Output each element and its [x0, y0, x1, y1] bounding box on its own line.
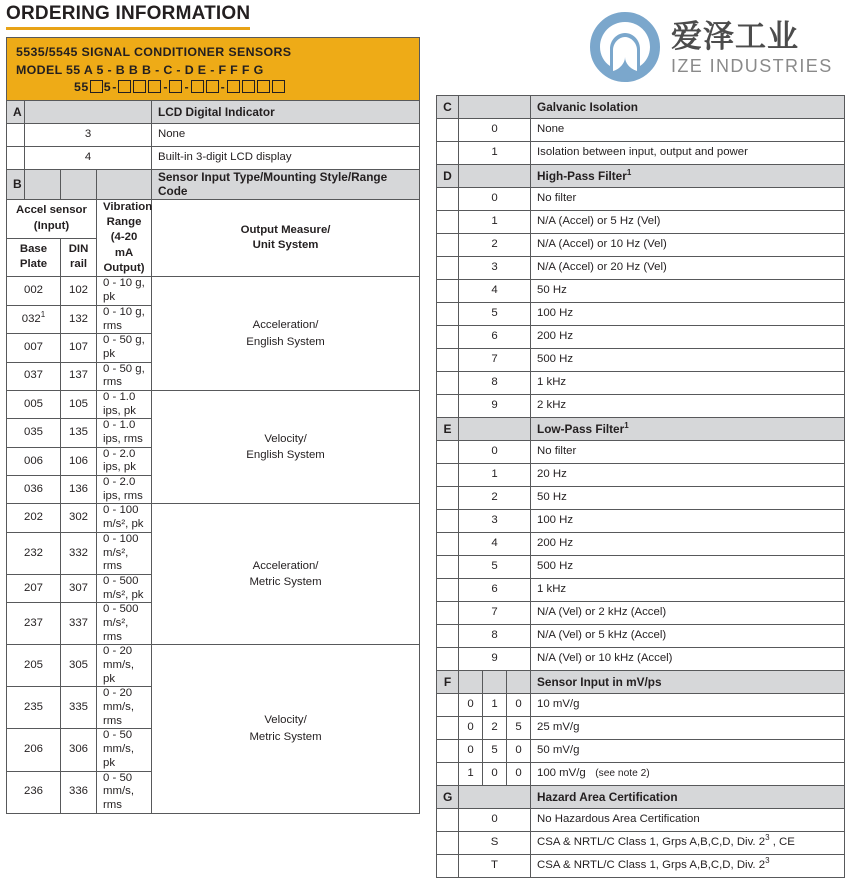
section-f-header-spacer-1 — [459, 671, 483, 694]
section-e-desc-6: 1 kHz — [531, 579, 845, 602]
section-d-desc-9: 2 kHz — [531, 395, 845, 418]
table-row — [437, 303, 845, 326]
table-row — [437, 533, 845, 556]
row-spacer — [437, 625, 459, 648]
section-f-d1-0: 0 — [459, 694, 483, 717]
section-f-d2-3: 0 — [483, 763, 507, 786]
section-b-title: Sensor Input Type/Mounting Style/Range Code — [152, 170, 420, 199]
section-g-header-spacer — [459, 786, 531, 809]
b-range-3-3: 0 - 50 mm/s, rms — [97, 771, 152, 813]
section-c-header-row — [437, 96, 845, 119]
section-d-code-3: 3 — [459, 257, 531, 280]
logo-chinese-name: 爱泽工业 — [671, 19, 799, 54]
section-a-code-0: 3 — [25, 124, 152, 147]
b-base-2-0: 202 — [7, 504, 61, 532]
section-e-code-4: 4 — [459, 533, 531, 556]
col-output-measure — [152, 199, 420, 277]
section-c-title: Galvanic Isolation — [531, 96, 845, 119]
table-row — [437, 579, 845, 602]
section-e-title-sup: 1 — [624, 421, 629, 430]
section-d-desc-3: N/A (Accel) or 20 Hz (Vel) — [531, 257, 845, 280]
col-vibration-range-line1: Vibration Range — [103, 200, 153, 228]
row-spacer — [437, 211, 459, 234]
b-din-2-3: 337 — [61, 603, 97, 645]
section-e-code-8: 8 — [459, 625, 531, 648]
table-row — [437, 234, 845, 257]
section-b-header-spacer-2 — [61, 170, 97, 199]
section-e-code-1: 1 — [459, 464, 531, 487]
section-d-desc-2: N/A (Accel) or 10 Hz (Vel) — [531, 234, 845, 257]
banner-line-1: 5535/5545 SIGNAL CONDITIONER SENSORS — [16, 45, 292, 59]
b-base-0-3: 037 — [7, 362, 61, 390]
b-range-0-0: 0 - 10 g, pk — [97, 277, 152, 305]
b-group-label-3-line2: Metric System — [249, 730, 322, 743]
section-a-header-row — [7, 101, 420, 124]
table-row — [437, 648, 845, 671]
code-prefix: 55 — [74, 79, 89, 94]
b-group-label-3-line1: Velocity/ — [264, 714, 307, 727]
code-box-f1 — [227, 80, 240, 93]
section-d-desc-8: 1 kHz — [531, 372, 845, 395]
model-banner — [7, 38, 420, 101]
code-dash-2: - — [163, 79, 168, 94]
table-row — [437, 211, 845, 234]
section-d-code-7: 7 — [459, 349, 531, 372]
table-row — [437, 855, 845, 878]
b-din-1-3: 136 — [61, 476, 97, 504]
b-din-1-2: 106 — [61, 447, 97, 475]
code-box-b2 — [133, 80, 146, 93]
model-banner-row — [7, 38, 420, 101]
table-row — [437, 487, 845, 510]
section-f-desc-0: 10 mV/g — [531, 694, 845, 717]
section-d-desc-7: 500 Hz — [531, 349, 845, 372]
section-a-header-spacer — [25, 101, 152, 124]
b-din-3-3: 336 — [61, 771, 97, 813]
b-base-1-1: 035 — [7, 419, 61, 447]
row-spacer — [7, 124, 25, 147]
b-range-1-0: 0 - 1.0 ips, pk — [97, 390, 152, 418]
code-box-f2 — [242, 80, 255, 93]
code-dash-1: - — [112, 79, 117, 94]
section-g-desc-2: CSA & NRTL/C Class 1, Grps A,B,C,D, Div. $2^3$ — [531, 855, 845, 878]
code-dash-3: - — [184, 79, 189, 94]
logo-english-name: IZE INDUSTRIES — [671, 56, 833, 76]
section-g-letter: G — [437, 786, 459, 809]
b-base-2-3: 237 — [7, 603, 61, 645]
section-f-d3-2: 0 — [507, 740, 531, 763]
table-row — [7, 390, 420, 418]
b-group-label-2 — [152, 504, 420, 645]
section-d-header-row — [437, 165, 845, 188]
section-f-desc-3: 100 mV/g (see note 2) — [531, 763, 845, 786]
code-box-e — [206, 80, 219, 93]
table-row — [437, 602, 845, 625]
section-e-code-2: 2 — [459, 487, 531, 510]
section-e-letter: E — [437, 418, 459, 441]
code-box-c — [169, 80, 182, 93]
section-e-desc-9: N/A (Vel) or 10 kHz (Accel) — [531, 648, 845, 671]
table-row — [437, 740, 845, 763]
row-spacer — [437, 832, 459, 855]
row-spacer — [437, 119, 459, 142]
section-d-title-sup: 1 — [626, 168, 632, 177]
b-range-1-1: 0 - 1.0 ips, rms — [97, 419, 152, 447]
section-a-code-1: 4 — [25, 147, 152, 170]
section-g-code-0: 0 — [459, 809, 531, 832]
b-din-1-1: 135 — [61, 419, 97, 447]
section-d-code-0: 0 — [459, 188, 531, 211]
banner-code-line — [16, 80, 410, 93]
table-row — [437, 188, 845, 211]
row-spacer — [437, 257, 459, 280]
row-spacer — [437, 602, 459, 625]
table-row — [437, 326, 845, 349]
section-f-d1-1: 0 — [459, 717, 483, 740]
b-group-label-0 — [152, 277, 420, 391]
section-c-letter: C — [437, 96, 459, 119]
table-row — [7, 277, 420, 305]
section-e-desc-8: N/A (Vel) or 5 kHz (Accel) — [531, 625, 845, 648]
section-f-d2-1: 2 — [483, 717, 507, 740]
section-c-code-1: 1 — [459, 142, 531, 165]
section-e-desc-3: 100 Hz — [531, 510, 845, 533]
table-row — [437, 694, 845, 717]
section-b-header-spacer-3 — [97, 170, 152, 199]
row-spacer — [437, 510, 459, 533]
section-e-code-7: 7 — [459, 602, 531, 625]
section-a-desc-1: Built-in 3-digit LCD display — [152, 147, 420, 170]
col-din-rail — [61, 238, 97, 277]
section-e-header-row — [437, 418, 845, 441]
table-row — [437, 441, 845, 464]
section-a-letter: A — [7, 101, 25, 124]
b-range-2-0: 0 - 100 m/s², pk — [97, 504, 152, 532]
b-group-label-1 — [152, 390, 420, 504]
section-d-desc-0: No filter — [531, 188, 845, 211]
code-box-b3 — [148, 80, 161, 93]
b-range-2-1: 0 - 100 m/s², rms — [97, 532, 152, 574]
table-row — [437, 717, 845, 740]
col-din-rail-line1: DIN — [68, 243, 89, 256]
b-base-1-3: 036 — [7, 476, 61, 504]
section-a-desc-0: None — [152, 124, 420, 147]
row-spacer — [437, 763, 459, 786]
table-row — [437, 372, 845, 395]
table-row — [437, 280, 845, 303]
b-base-2-2: 207 — [7, 574, 61, 602]
table-row — [437, 625, 845, 648]
table-row — [437, 763, 845, 786]
b-range-0-2: 0 - 50 g, pk — [97, 334, 152, 362]
banner-line-2: MODEL 55 A 5 - B B B - C - D E - F F F G — [16, 62, 264, 77]
b-group-label-0-line1: Acceleration/ — [252, 319, 319, 332]
row-spacer — [437, 303, 459, 326]
b-base-0-0: 002 — [7, 277, 61, 305]
table-row — [437, 119, 845, 142]
b-base-3-3: 236 — [7, 771, 61, 813]
table-row — [437, 142, 845, 165]
b-din-0-3: 137 — [61, 362, 97, 390]
section-e-code-3: 3 — [459, 510, 531, 533]
section-f-header-row — [437, 671, 845, 694]
section-d-code-9: 9 — [459, 395, 531, 418]
b-din-0-2: 107 — [61, 334, 97, 362]
section-d-desc-6: 200 Hz — [531, 326, 845, 349]
row-spacer — [437, 717, 459, 740]
ordering-table-left — [6, 37, 420, 814]
row-spacer — [437, 464, 459, 487]
b-base-2-1: 232 — [7, 532, 61, 574]
b-base-3-1: 235 — [7, 687, 61, 729]
company-logo — [589, 8, 847, 86]
section-b-header-spacer-1 — [25, 170, 61, 199]
row-spacer — [437, 556, 459, 579]
b-base-3-0: 205 — [7, 645, 61, 687]
table-row — [7, 124, 420, 147]
table-row — [437, 832, 845, 855]
section-d-code-6: 6 — [459, 326, 531, 349]
section-a-title: LCD Digital Indicator — [152, 101, 420, 124]
b-din-0-0: 102 — [61, 277, 97, 305]
table-row — [7, 645, 420, 687]
section-d-code-1: 1 — [459, 211, 531, 234]
section-e-desc-7: N/A (Vel) or 2 kHz (Accel) — [531, 602, 845, 625]
table-row — [437, 257, 845, 280]
b-din-2-2: 307 — [61, 574, 97, 602]
section-g-desc-0: No Hazardous Area Certification — [531, 809, 845, 832]
b-din-3-2: 306 — [61, 729, 97, 771]
section-e-desc-4: 200 Hz — [531, 533, 845, 556]
b-range-3-0: 0 - 20 mm/s, pk — [97, 645, 152, 687]
row-spacer — [437, 188, 459, 211]
section-f-d3-1: 5 — [507, 717, 531, 740]
code-box-b1 — [118, 80, 131, 93]
b-group-label-0-line2: English System — [246, 335, 325, 348]
section-g-header-row — [437, 786, 845, 809]
section-d-letter: D — [437, 165, 459, 188]
row-spacer — [437, 487, 459, 510]
section-g-code-2: T — [459, 855, 531, 878]
b-din-3-1: 335 — [61, 687, 97, 729]
section-d-code-4: 4 — [459, 280, 531, 303]
b-group-label-1-line1: Velocity/ — [264, 432, 307, 445]
code-box-f3 — [257, 80, 270, 93]
section-f-d2-0: 1 — [483, 694, 507, 717]
section-f-header-spacer-2 — [483, 671, 507, 694]
section-d-header-spacer — [459, 165, 531, 188]
section-c-desc-1: Isolation between input, output and power — [531, 142, 845, 165]
row-spacer — [437, 579, 459, 602]
table-row — [437, 510, 845, 533]
row-spacer — [437, 142, 459, 165]
section-d-desc-5: 100 Hz — [531, 303, 845, 326]
row-spacer — [437, 372, 459, 395]
table-row — [7, 147, 420, 170]
section-g-tail-1: , CE — [769, 836, 795, 849]
section-f-title: Sensor Input in mV/ps — [531, 671, 845, 694]
col-vibration-range — [97, 199, 152, 277]
section-b-header-row — [7, 170, 420, 199]
section-d-code-5: 5 — [459, 303, 531, 326]
table-row — [437, 556, 845, 579]
section-b-letter: B — [7, 170, 25, 199]
row-spacer — [437, 441, 459, 464]
col-output-measure-line2: Unit System — [252, 239, 319, 251]
section-f-letter: F — [437, 671, 459, 694]
section-f-d1-2: 0 — [459, 740, 483, 763]
b-range-3-1: 0 - 20 mm/s, rms — [97, 687, 152, 729]
table-row — [437, 349, 845, 372]
section-d-desc-1: N/A (Accel) or 5 Hz (Vel) — [531, 211, 845, 234]
row-spacer — [437, 234, 459, 257]
b-group-label-3 — [152, 645, 420, 813]
row-spacer — [437, 809, 459, 832]
section-e-desc-5: 500 Hz — [531, 556, 845, 579]
section-b-colhead-row-1 — [7, 199, 420, 238]
b-base-0-2: 007 — [7, 334, 61, 362]
section-f-d3-3: 0 — [507, 763, 531, 786]
table-row — [437, 395, 845, 418]
ordering-table-right — [436, 95, 845, 878]
b-group-label-2-line1: Acceleration/ — [252, 559, 319, 572]
section-f-note-3: (see note 2) — [595, 768, 650, 780]
section-c-header-spacer — [459, 96, 531, 119]
section-g-title: Hazard Area Certification — [531, 786, 845, 809]
col-base-plate — [7, 238, 61, 277]
b-base-3-2: 206 — [7, 729, 61, 771]
row-spacer — [437, 349, 459, 372]
code-dash-4: - — [220, 79, 225, 94]
b-din-2-1: 332 — [61, 532, 97, 574]
section-g-sup-2: 3 — [765, 856, 770, 866]
section-e-header-spacer — [459, 418, 531, 441]
col-vibration-range-line2: (4-20 mA Output) — [103, 231, 145, 275]
section-e-desc-1: 20 Hz — [531, 464, 845, 487]
section-e-code-5: 5 — [459, 556, 531, 579]
page-title: ORDERING INFORMATION — [6, 2, 250, 30]
row-spacer — [437, 280, 459, 303]
section-e-desc-0: No filter — [531, 441, 845, 464]
b-range-3-2: 0 - 50 mm/s, pk — [97, 729, 152, 771]
row-spacer — [437, 855, 459, 878]
b-group-label-1-line2: English System — [246, 449, 325, 462]
b-range-1-2: 0 - 2.0 ips, pk — [97, 447, 152, 475]
section-f-d1-3: 1 — [459, 763, 483, 786]
b-range-2-3: 0 - 500 m/s², rms — [97, 603, 152, 645]
col-base-plate-line1: Base — [19, 243, 48, 256]
section-e-desc-2: 50 Hz — [531, 487, 845, 510]
row-spacer — [7, 147, 25, 170]
section-d-code-2: 2 — [459, 234, 531, 257]
section-d-desc-4: 50 Hz — [531, 280, 845, 303]
b-base-sup-0-1: 1 — [40, 309, 46, 319]
section-e-code-6: 6 — [459, 579, 531, 602]
b-range-1-3: 0 - 2.0 ips, rms — [97, 476, 152, 504]
code-box-a — [90, 80, 103, 93]
section-f-header-spacer-3 — [507, 671, 531, 694]
col-accel-sensor-line2: (Input) — [33, 219, 70, 232]
section-c-code-0: 0 — [459, 119, 531, 142]
row-spacer — [437, 395, 459, 418]
b-range-2-2: 0 - 500 m/s², pk — [97, 574, 152, 602]
code-box-g — [272, 80, 285, 93]
row-spacer — [437, 648, 459, 671]
b-range-0-1: 0 - 10 g, rms — [97, 305, 152, 333]
code-mid: 5 — [103, 79, 112, 94]
section-f-desc-1: 25 mV/g — [531, 717, 845, 740]
section-g-desc-1: CSA & NRTL/C Class 1, Grps A,B,C,D, Div. $2^3$ , CE — [531, 832, 845, 855]
section-e-title: Low-Pass Filter$^1$ — [531, 418, 845, 441]
b-din-2-0: 302 — [61, 504, 97, 532]
section-e-code-9: 9 — [459, 648, 531, 671]
section-d-title: High-Pass Filter$^1$ — [531, 165, 845, 188]
b-din-1-0: 105 — [61, 390, 97, 418]
b-din-3-0: 305 — [61, 645, 97, 687]
col-base-plate-line2: Plate — [19, 258, 48, 271]
b-din-0-1: 132 — [61, 305, 97, 333]
col-accel-sensor-line1: Accel sensor — [16, 204, 87, 217]
section-f-desc-2: 50 mV/g — [531, 740, 845, 763]
table-row — [437, 464, 845, 487]
row-spacer — [437, 694, 459, 717]
col-output-measure-line1: Output Measure/ — [240, 223, 331, 236]
b-base-1-2: 006 — [7, 447, 61, 475]
col-accel-sensor — [7, 199, 97, 238]
section-e-code-0: 0 — [459, 441, 531, 464]
b-group-label-2-line2: Metric System — [249, 576, 322, 589]
row-spacer — [437, 533, 459, 556]
section-f-d3-0: 0 — [507, 694, 531, 717]
b-base-1-0: 005 — [7, 390, 61, 418]
section-d-code-8: 8 — [459, 372, 531, 395]
section-g-code-1: S — [459, 832, 531, 855]
b-base-0-1: $032^1$ — [7, 305, 61, 333]
section-g-sup-1: 3 — [765, 833, 770, 843]
table-row — [7, 504, 420, 532]
b-range-0-3: 0 - 50 g, rms — [97, 362, 152, 390]
ize-industries-logo-mark-icon — [589, 11, 661, 83]
col-din-rail-line2: rail — [69, 258, 88, 271]
section-c-desc-0: None — [531, 119, 845, 142]
row-spacer — [437, 740, 459, 763]
row-spacer — [437, 326, 459, 349]
code-box-d — [191, 80, 204, 93]
table-row — [437, 809, 845, 832]
section-f-d2-2: 5 — [483, 740, 507, 763]
